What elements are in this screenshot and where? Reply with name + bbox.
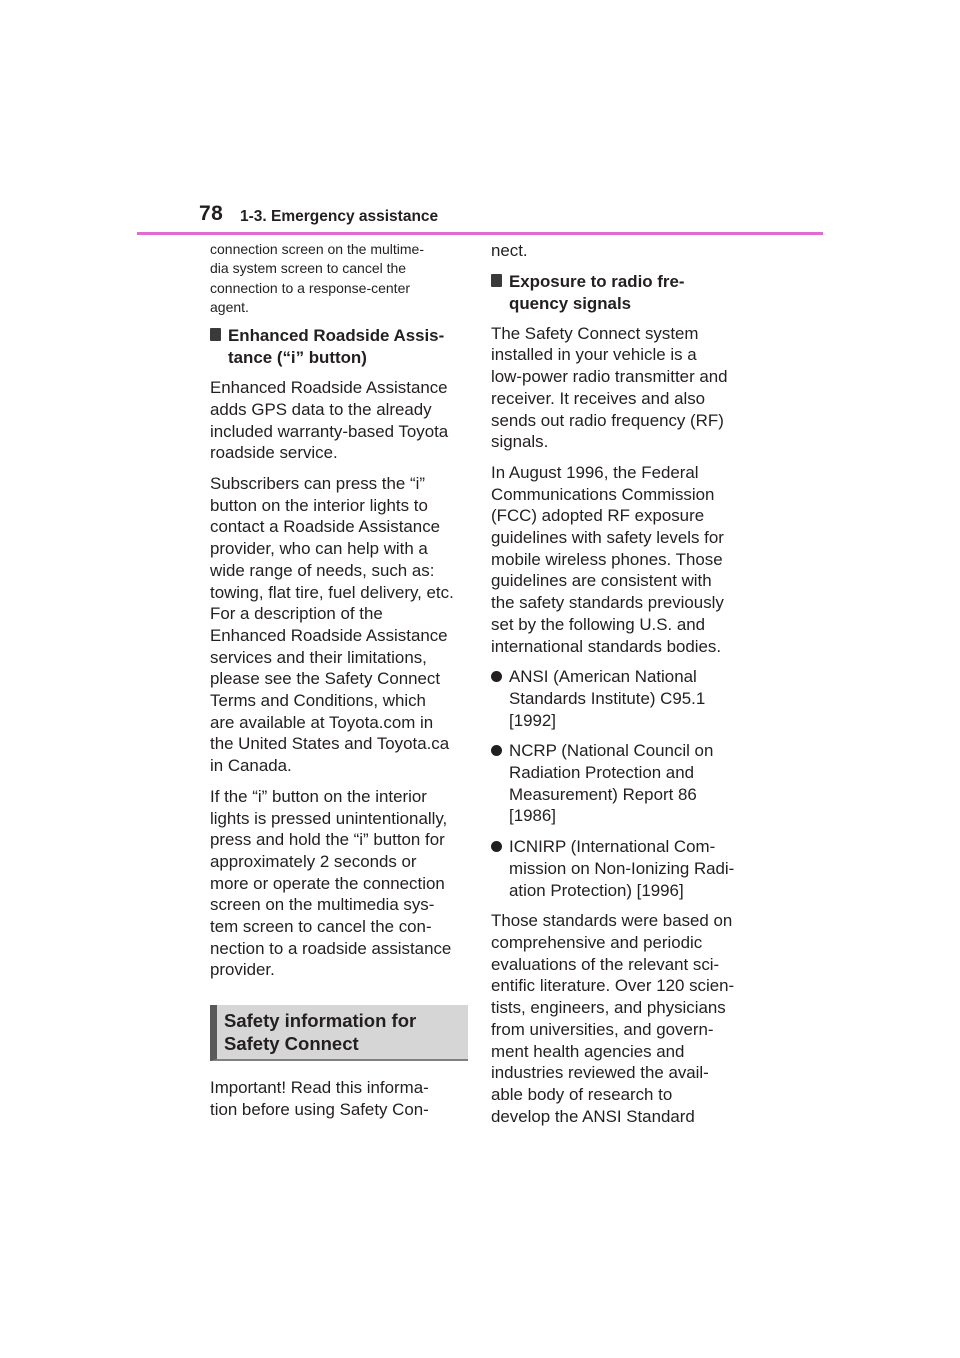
section-title: 1-3. Emergency assistance: [240, 208, 439, 225]
paragraph-continuation: nect.: [491, 241, 528, 260]
bullet-dot-icon: [491, 671, 502, 682]
bullet-dot-icon: [491, 745, 502, 756]
bullet-icnirp: [491, 836, 753, 901]
paragraph-standards: Those standards were based on comprehensive and periodic evaluations of the relevant sci- entific literature. Over 120 scien- tists, engineers, and physicians from universities, and govern- ment health agencies and industries reviewed the avail- able body of research to develop the ANSI Standard: [491, 911, 735, 1126]
right-column: [491, 240, 753, 1136]
bullet-text: ANSI (American National Standards Institute) C95.1 [1992]: [509, 667, 706, 730]
paragraph-important: Important! Read this informa- tion before using Safety Con-: [210, 1078, 429, 1119]
bullet-ncrp: [491, 740, 753, 827]
page-header: [0, 0, 960, 240]
bullet-ansi: [491, 666, 753, 731]
heading-square-icon: [491, 274, 502, 287]
heading-text: Enhanced Roadside Assis- tance (“i” button): [228, 326, 445, 368]
left-column: [210, 240, 472, 1130]
paragraph-unintentional: If the “i” button on the interior lights is pressed unintentionally, press and hold the “i” button for approximately 2 seconds or more or operate the connection screen on the multimedia sys- tem screen to cancel the con- nection to a roadside assistance provider.: [210, 786, 452, 980]
heading-text: Exposure to radio fre- quency signals: [509, 271, 685, 313]
safety-info-section-title: [210, 1005, 468, 1061]
page-number: 78: [199, 202, 224, 225]
bullet-dot-icon: [491, 841, 502, 852]
bullet-text: NCRP (National Council on Radiation Protection and Measurement) Report 86 [1986]: [509, 741, 714, 826]
paragraph-fcc: In August 1996, the Federal Communications Commission (FCC) adopted RF exposure guidelines with safety levels for mobile wireless phones. Those guidelines are consistent with the safety standards previously set by the following U.S. and international standards bodies.: [491, 462, 724, 656]
heading-radio-exposure: [491, 271, 753, 315]
intro-paragraph: connection screen on the multime- dia system screen to cancel the connection to a response-center agent.: [210, 241, 424, 315]
heading-enhanced-roadside: [210, 325, 472, 369]
header-rule: [137, 232, 823, 235]
heading-square-icon: [210, 328, 221, 341]
bullet-text: ICNIRP (International Com- mission on Non-Ionizing Radi- ation Protection) [1996]: [509, 837, 735, 900]
paragraph-transmitter: The Safety Connect system installed in your vehicle is a low-power radio transmitter and receiver. It receives and also sends out radio frequency (RF) signals.: [491, 323, 728, 452]
paragraph-subscribers: Subscribers can press the “i” button on the interior lights to contact a Roadside Assistance provider, who can help with a wide range of needs, such as: towing, flat tire, fuel delivery, etc. For a description of the Enhanced Roadside Assistance services and their limitations, please see the Safety Connect Terms and Conditions, which are available at Toyota.com in the United States and Toyota.ca in Canada.: [210, 474, 454, 776]
safety-box-text: Safety information for Safety Connect: [224, 1010, 417, 1055]
paragraph-roadside-gps: Enhanced Roadside Assistance adds GPS data to the already included warranty-based Toyota roadside service.: [210, 378, 449, 463]
